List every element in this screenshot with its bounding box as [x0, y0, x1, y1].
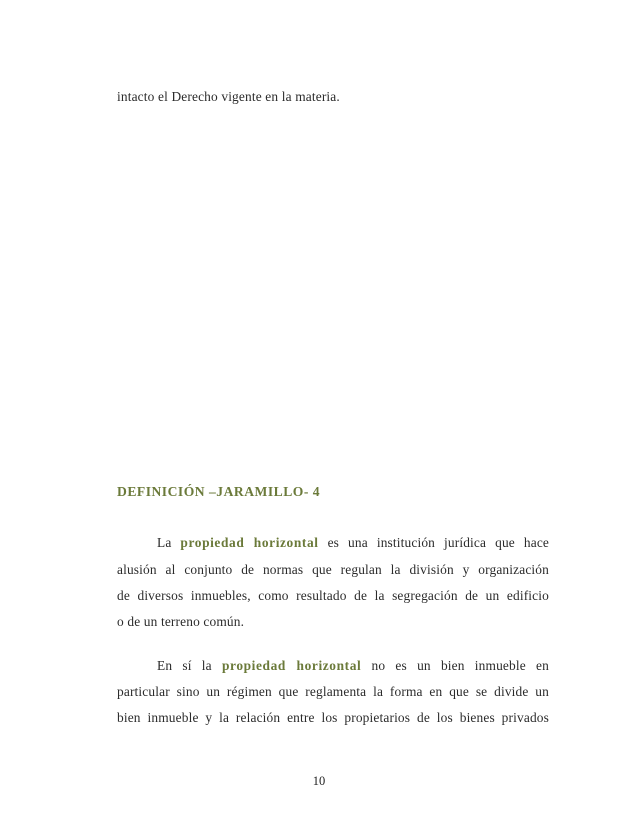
paragraph-2-line-2: particular sino un régimen que reglamenta la forma en que se divide un	[117, 684, 549, 699]
paragraph-2-line-3: bien inmueble y la relación entre los propietarios de los bienes privados	[117, 710, 549, 725]
paragraph-1-line-2: alusión al conjunto de normas que regulan la división y organización	[117, 562, 549, 577]
paragraph-2-line-1	[117, 657, 549, 675]
page-number: 10	[312, 774, 326, 788]
highlighted-term: propiedad horizontal	[180, 535, 319, 550]
highlighted-term: propiedad horizontal	[221, 658, 362, 673]
paragraph-2-line-1-rest: no es un bien inmueble en	[361, 658, 549, 673]
paragraph-1-line-4: o de un terreno común.	[117, 614, 245, 629]
paragraph-1-line-1-rest: es una institución jurídica que hace	[318, 535, 550, 550]
top-text-fragment: intacto el Derecho vigente en la materia.	[117, 89, 340, 104]
paragraph-1-lead: La	[157, 535, 181, 550]
paragraph-1-line-1	[117, 534, 549, 552]
paragraph-2-lead: En sí la	[157, 658, 222, 673]
paragraph-1-line-3: de diversos inmuebles, como resultado de la segregación de un edificio	[117, 588, 549, 603]
section-heading: DEFINICIÓN –JARAMILLO- 4	[117, 484, 321, 499]
